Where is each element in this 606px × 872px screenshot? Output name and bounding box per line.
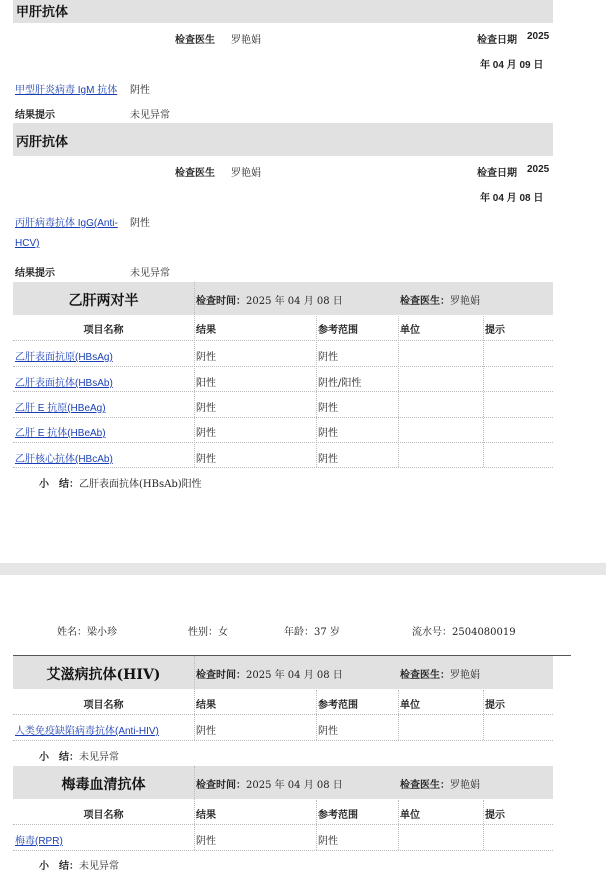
syphilis-col-result: 结果 [196,810,216,821]
hbv-row-result: 阴性 [196,454,216,465]
hav-doctor: 罗艳娟 [231,35,261,46]
patient-serial: 流水号：2504080019 [412,627,516,638]
hbv-row-result: 阴性 [196,403,216,414]
syphilis-grid-line [13,824,553,825]
hav-date-year: 2025 [527,31,550,42]
hbv-col-unit: 单位 [400,325,420,336]
hiv-time-label: 检查时间： [196,670,246,681]
hav-doctor-label: 检查医生 [175,35,215,46]
hbv-row-ref: 阴性 [318,352,338,363]
syphilis-sep-ref [316,800,317,850]
hiv-doctor [400,666,480,681]
syphilis-sep-unit [398,800,399,850]
patient-sex: 性别：女 [188,627,228,638]
hav-date-rest: 年 04 月 09 日 [480,60,544,71]
hiv-header-sep [194,656,195,740]
hiv-col-hint: 提示 [485,700,505,711]
hav-header-bar [13,0,553,23]
hbv-grid-line [13,391,553,392]
hiv-doctor-label: 检查医生： [400,670,450,681]
hcv-summary-label: 结果提示 [15,268,55,279]
hbv-row-name[interactable]: 乙肝 E 抗原(HBeAg) [15,403,106,414]
hiv-time [196,666,343,681]
hiv-row-result: 阴性 [196,726,216,737]
hbv-row-name[interactable]: 乙肝表面抗原(HBsAg) [15,352,113,363]
hbv-time-label: 检查时间： [196,296,246,307]
hcv-date-label: 检查日期 [477,168,517,179]
syphilis-time-label: 检查时间： [196,780,246,791]
syphilis-summary-label: 小 结： [39,861,79,872]
hcv-item-result: 阴性 [130,218,150,229]
patient-name: 姓名：梁小珍 [57,627,117,638]
hiv-col-ref: 参考范围 [318,700,358,711]
syphilis-title: 梅毒血清抗体 [61,777,146,793]
hav-date-label: 检查日期 [477,35,517,46]
hav-title: 甲肝抗体 [16,5,69,20]
hav-item-link[interactable]: 甲型肝炎病毒 IgM 抗体 [15,85,118,96]
hbv-header-sep [194,282,195,467]
hcv-title: 丙肝抗体 [16,135,69,150]
hbv-row-ref: 阴性 [318,428,338,439]
page-break [0,563,606,575]
hbv-doctor [400,292,480,307]
hav-item-result: 阴性 [130,85,150,96]
syphilis-col-unit: 单位 [400,810,420,821]
hbv-row-ref: 阴性 [318,403,338,414]
hcv-item-link-line2[interactable]: HCV) [15,238,40,249]
hbv-row-result: 阴性 [196,428,216,439]
syphilis-header-sep [194,766,195,850]
hbv-row-result: 阳性 [196,378,216,389]
hiv-grid-line [13,714,553,715]
syphilis-grid-line [13,850,553,851]
hcv-summary: 未见异常 [130,268,170,279]
hbv-grid-line [13,340,553,341]
hiv-doctor-value: 罗艳娟 [450,670,480,681]
syphilis-row-name[interactable]: 梅毒(RPR) [15,836,63,847]
hcv-header-bar [13,123,553,156]
hiv-row-name[interactable]: 人类免疫缺陷病毒抗体(Anti-HIV) [15,726,159,737]
syphilis-summary-value: 未见异常 [79,861,119,872]
syphilis-time [196,776,343,791]
hiv-sep-unit [398,690,399,740]
hbv-col-result: 结果 [196,325,216,336]
syphilis-doctor-label: 检查医生： [400,780,450,791]
hcv-doctor-label: 检查医生 [175,168,215,179]
hcv-doctor: 罗艳娟 [231,168,261,179]
hbv-summary-value: 乙肝表面抗体(HBsAb)阳性 [79,479,202,490]
hbv-doctor-value: 罗艳娟 [450,296,480,307]
patient-age: 年龄：37 岁 [284,627,340,638]
hiv-row-ref: 阴性 [318,726,338,737]
syphilis-sep-hint [483,800,484,850]
syphilis-time-value: 2025 年 04 月 08 日 [246,780,343,791]
hiv-time-value: 2025 年 04 月 08 日 [246,670,343,681]
hbv-grid-line [13,417,553,418]
hcv-date-rest: 年 04 月 08 日 [480,193,544,204]
syphilis-doctor [400,776,480,791]
hbv-row-result: 阴性 [196,352,216,363]
hbv-grid-line [13,366,553,367]
syphilis-summary [39,857,119,872]
hiv-summary-label: 小 结： [39,752,79,763]
hbv-time [196,292,343,307]
hbv-col-name: 项目名称 [83,325,124,336]
hbv-row-name[interactable]: 乙肝核心抗体(HBcAb) [15,454,113,465]
syphilis-col-name: 项目名称 [83,810,124,821]
hbv-grid-line [13,442,553,443]
hbv-row-ref: 阴性/阳性 [318,378,362,389]
hiv-title: 艾滋病抗体(HIV) [46,667,161,683]
hiv-summary-value: 未见异常 [79,752,119,763]
syphilis-doctor-value: 罗艳娟 [450,780,480,791]
hbv-doctor-label: 检查医生： [400,296,450,307]
syphilis-row-ref: 阴性 [318,836,338,847]
hiv-sep-hint [483,690,484,740]
hiv-col-result: 结果 [196,700,216,711]
hav-summary-label: 结果提示 [15,110,55,121]
hbv-col-ref: 参考范围 [318,325,358,336]
hiv-grid-line [13,740,553,741]
hbv-title: 乙肝两对半 [68,293,139,309]
hbv-summary [39,475,202,490]
syphilis-col-hint: 提示 [485,810,505,821]
hbv-row-name[interactable]: 乙肝表面抗体(HBsAb) [15,378,113,389]
hbv-grid-line [13,467,553,468]
hbv-row-name[interactable]: 乙肝 E 抗体(HBeAb) [15,428,106,439]
hiv-sep-ref [316,690,317,740]
syphilis-row-result: 阴性 [196,836,216,847]
hbv-row-ref: 阴性 [318,454,338,465]
hcv-item-link-line1[interactable]: 丙肝病毒抗体 IgG(Anti- [15,218,118,229]
hbv-time-value: 2025 年 04 月 08 日 [246,296,343,307]
hbv-summary-label: 小 结： [39,479,79,490]
hcv-date-year: 2025 [527,164,550,175]
syphilis-col-ref: 参考范围 [318,810,358,821]
hiv-col-unit: 单位 [400,700,420,711]
hiv-summary [39,748,119,763]
hiv-col-name: 项目名称 [83,700,124,711]
hbv-col-hint: 提示 [485,325,505,336]
hav-summary: 未见异常 [130,110,170,121]
